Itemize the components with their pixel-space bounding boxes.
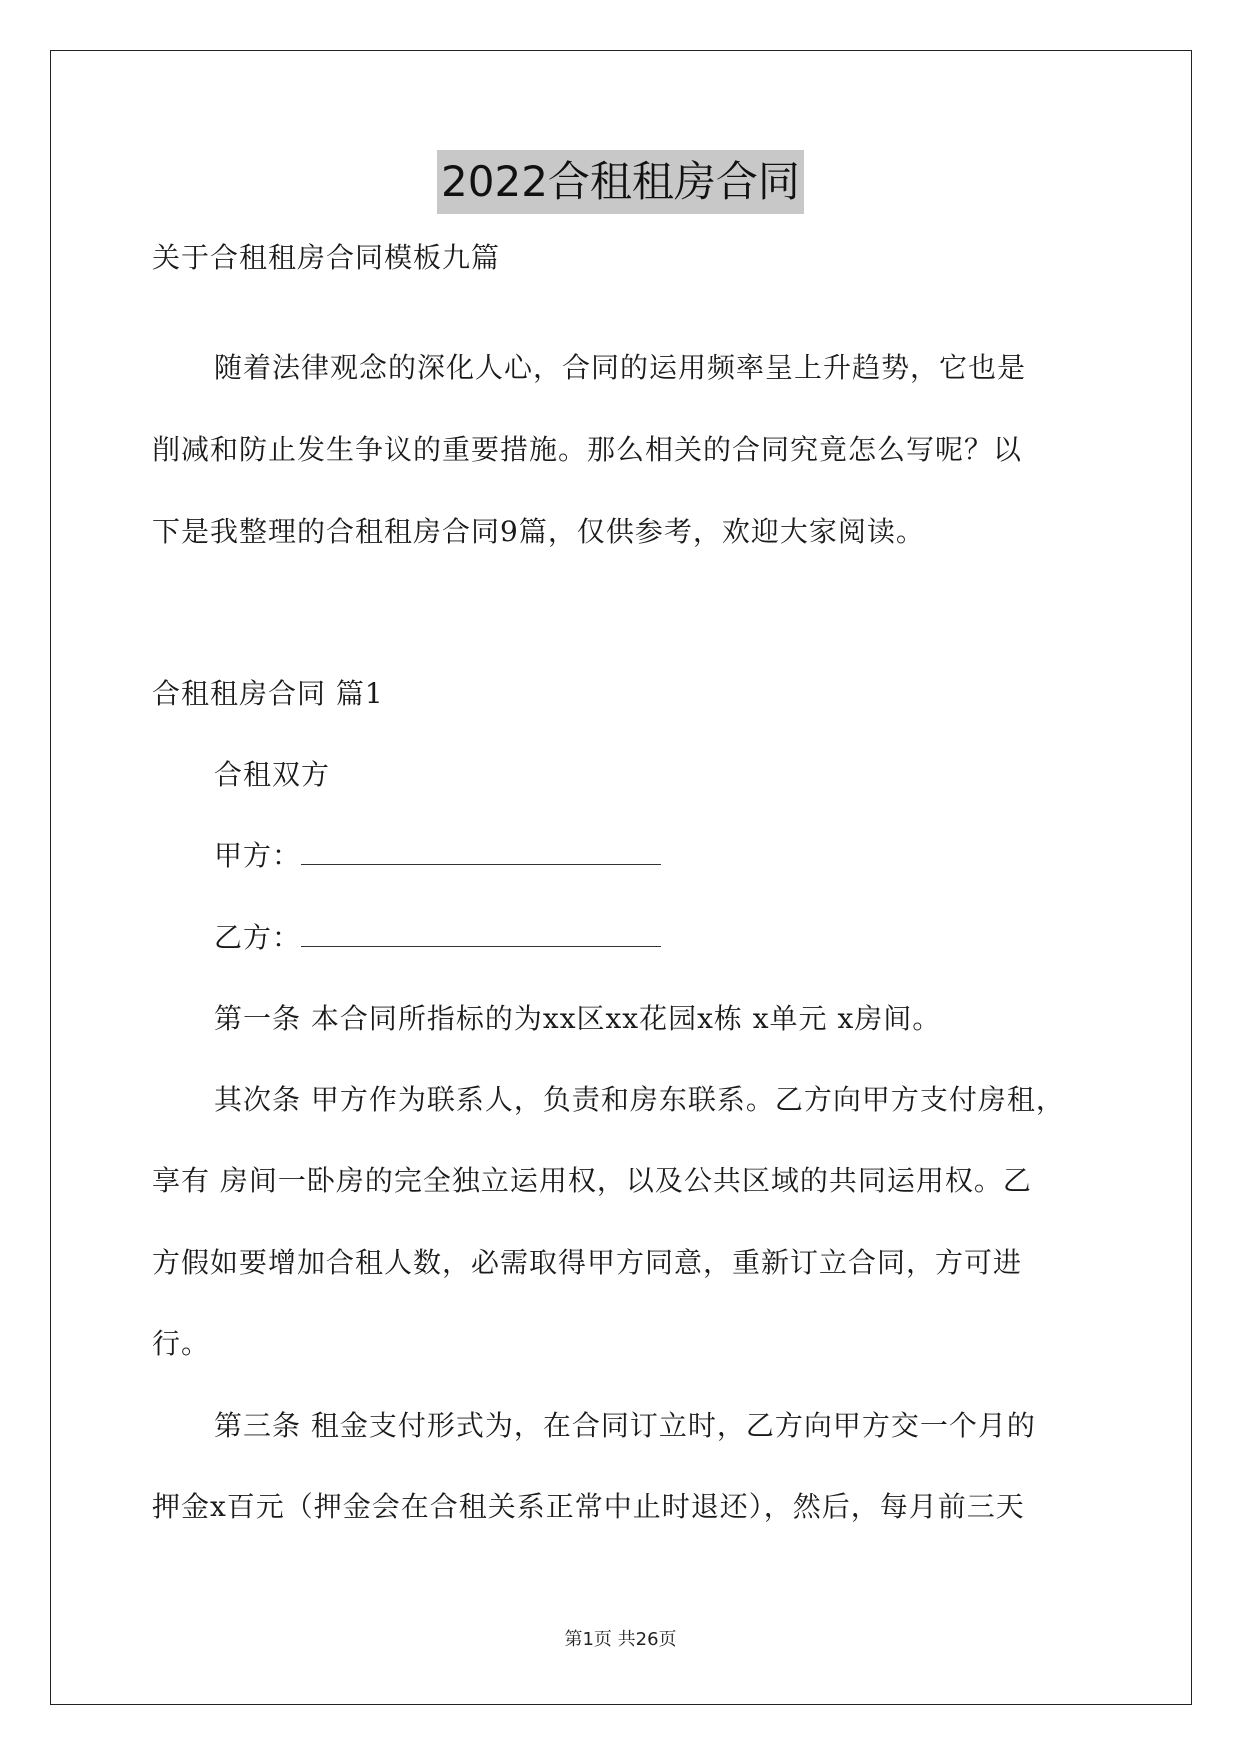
section-heading: 合租租房合同 篇1 <box>152 677 384 710</box>
party-a-label: 甲方： <box>214 839 302 872</box>
intro-line-3: 下是我整理的合租租房合同9篇，仅供参考，欢迎大家阅读。 <box>152 515 925 548</box>
article-2-line-4: 行。 <box>152 1327 211 1360</box>
page-footer: 第1页 共26页 <box>564 1629 677 1650</box>
party-a-row <box>214 838 661 874</box>
article-2-line-2: 享有 房间一卧房的完全独立运用权，以及公共区域的共同运用权。乙 <box>152 1164 1032 1197</box>
party-b-row <box>214 920 661 956</box>
party-b-label: 乙方： <box>214 921 302 954</box>
title-container <box>0 150 1241 214</box>
intro-line-2: 削减和防止发生争议的重要措施。那么相关的合同究竟怎么写呢？以 <box>152 433 1023 466</box>
article-1: 第一条 本合同所指标的为xx区xx花园x栋 x单元 x房间。 <box>214 1002 942 1035</box>
document-subtitle: 关于合租租房合同模板九篇 <box>152 241 501 274</box>
party-a-blank <box>301 842 661 865</box>
page-border <box>50 50 1192 1705</box>
article-2-line-3: 方假如要增加合租人数，必需取得甲方同意，重新订立合同，方可进 <box>152 1246 1023 1279</box>
document-title: 2022合租租房合同 <box>437 150 804 214</box>
article-3-line-2: 押金x百元（押金会在合租关系正常中止时退还），然后，每月前三天 <box>152 1490 1025 1523</box>
article-2-line-1: 其次条 甲方作为联系人，负责和房东联系。乙方向甲方支付房租， <box>214 1083 1065 1116</box>
article-3-line-1: 第三条 租金支付形式为，在合同订立时，乙方向甲方交一个月的 <box>214 1409 1036 1442</box>
intro-line-1: 随着法律观念的深化人心，合同的运用频率呈上升趋势，它也是 <box>214 351 1027 384</box>
parties-label: 合租双方 <box>214 758 331 791</box>
party-b-blank <box>301 924 661 947</box>
